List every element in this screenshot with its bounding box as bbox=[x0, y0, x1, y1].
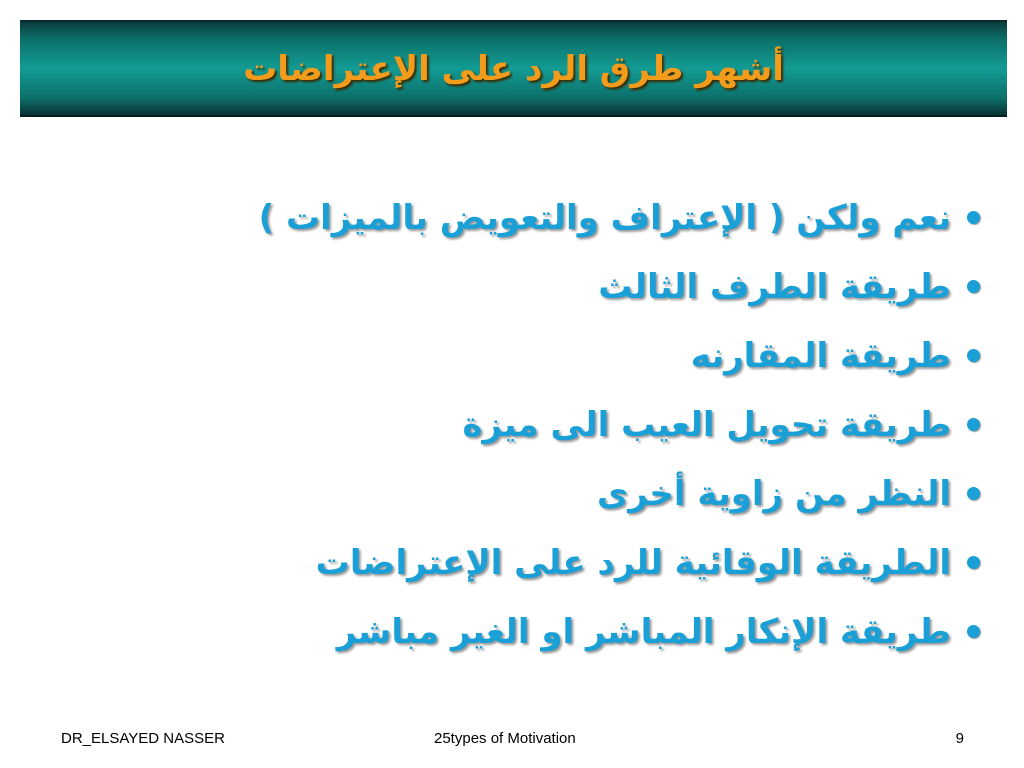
bullet-text: طريقة الطرف الثالث bbox=[598, 266, 951, 307]
page-number: 9 bbox=[955, 730, 964, 747]
bullet-text: النظر من زاوية أخرى bbox=[597, 473, 951, 514]
list-item bbox=[80, 183, 980, 252]
bullet-text: طريقة الإنكار المباشر او الغير مباشر bbox=[336, 611, 951, 652]
bullet-icon bbox=[967, 556, 980, 569]
bullet-icon bbox=[967, 487, 980, 500]
bullet-text: نعم ولكن ( الإعتراف والتعويض بالميزات ) bbox=[258, 197, 951, 238]
bullet-text: طريقة تحويل العيب الى ميزة bbox=[462, 404, 951, 445]
bullet-list bbox=[80, 183, 980, 666]
footer-topic: 25types of Motivation bbox=[434, 730, 576, 747]
footer bbox=[0, 728, 1024, 750]
list-item bbox=[80, 597, 980, 666]
bullet-icon bbox=[967, 625, 980, 638]
bullet-text: الطريقة الوقائية للرد على الإعتراضات bbox=[315, 542, 951, 583]
footer-author: DR_ELSAYED NASSER bbox=[61, 730, 225, 747]
list-item bbox=[80, 528, 980, 597]
bullet-icon bbox=[967, 211, 980, 224]
bullet-icon bbox=[967, 349, 980, 362]
list-item bbox=[80, 390, 980, 459]
bullet-icon bbox=[967, 418, 980, 431]
slide-title: أشهر طرق الرد على الإعتراضات bbox=[243, 48, 784, 89]
bullet-text: طريقة المقارنه bbox=[690, 335, 951, 376]
bullet-icon bbox=[967, 280, 980, 293]
list-item bbox=[80, 459, 980, 528]
title-bar bbox=[20, 20, 1007, 117]
list-item bbox=[80, 252, 980, 321]
list-item bbox=[80, 321, 980, 390]
